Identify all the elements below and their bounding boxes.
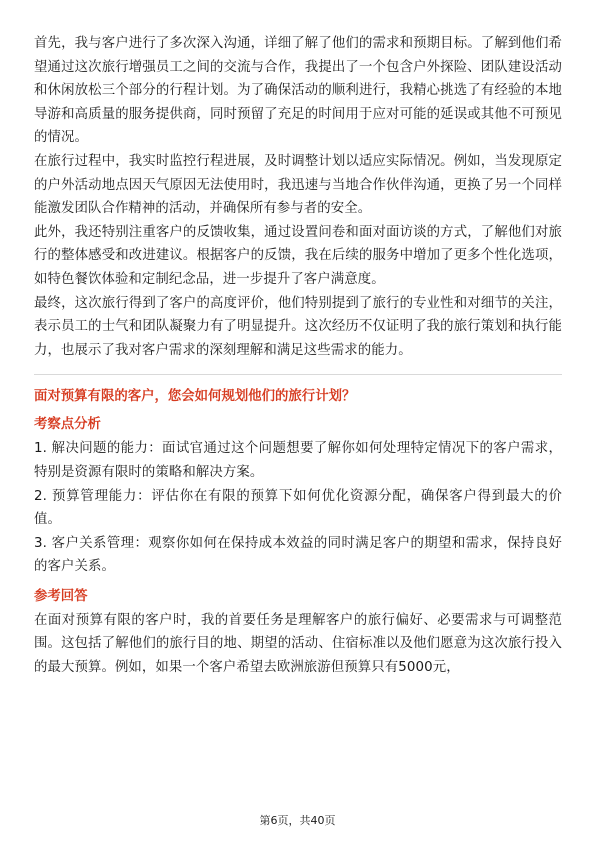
- analysis-heading: 考察点分析: [34, 417, 101, 433]
- question-title: 面对预算有限的客户，您会如何规划他们的旅行计划？: [34, 389, 356, 405]
- answer-text: 在面对预算有限的客户时，我的首要任务是理解客户的旅行偏好、必要需求与可调整范围。这包括了解他们的旅行目的地、期望的活动、住宿标准以及他们愿意为这次旅行投入的最大预算。例如，如果一个客户希望去欧洲旅游但预算只有5000元，: [34, 612, 562, 676]
- section-divider: [34, 374, 562, 375]
- analysis-item-budget-management: 2. 预算管理能力：评估你在有限的预算下如何优化资源分配，确保客户得到最大的价值。: [34, 488, 562, 528]
- paragraph-communication: 首先，我与客户进行了多次深入沟通，详细了解了他们的需求和预期目标。了解到他们希望通过这次旅行增强员工之间的交流与合作，我提出了一个包含户外探险、团队建设活动和休闲放松三个部分的行程计划。为了确保活动的顺利进行，我精心挑选了有经验的本地导游和高质量的服务提供商，同时预留了充足的时间用于应对可能的延误或其他不可预见的情况。: [34, 36, 562, 146]
- analysis-item-client-relationship: 3. 客户关系管理：观察你如何在保持成本效益的同时满足客户的期望和需求，保持良好的客户关系。: [34, 535, 562, 575]
- analysis-item-problem-solving: 1. 解决问题的能力：面试官通过这个问题想要了解你如何处理特定情况下的客户需求，特别是资源有限时的策略和解决方案。: [34, 441, 562, 480]
- document-body: [34, 32, 562, 680]
- paragraph-conclusion: 最终，这次旅行得到了客户的高度评价，他们特别提到了旅行的专业性和对细节的关注，表示员工的士气和团队凝聚力有了明显提升。这次经历不仅证明了我的旅行策划和执行能力，也展示了我对客户需求的深刻理解和满足这些需求的能力。: [34, 295, 562, 358]
- answer-heading: 参考回答: [34, 588, 88, 604]
- paragraph-feedback: 此外，我还特别注重客户的反馈收集，通过设置问卷和面对面访谈的方式，了解他们对旅行的整体感受和改进建议。根据客户的反馈，我在后续的服务中增加了更多个性化选项，如特色餐饮体验和定制纪念品，进一步提升了客户满意度。: [34, 224, 562, 287]
- paragraph-monitoring: 在旅行过程中，我实时监控行程进展，及时调整计划以适应实际情况。例如，当发现原定的户外活动地点因天气原因无法使用时，我迅速与当地合作伙伴沟通，更换了另一个同样能激发团队合作精神的活动，并确保所有参与者的安全。: [34, 153, 562, 217]
- page-number: 第6页，共40页: [259, 814, 336, 827]
